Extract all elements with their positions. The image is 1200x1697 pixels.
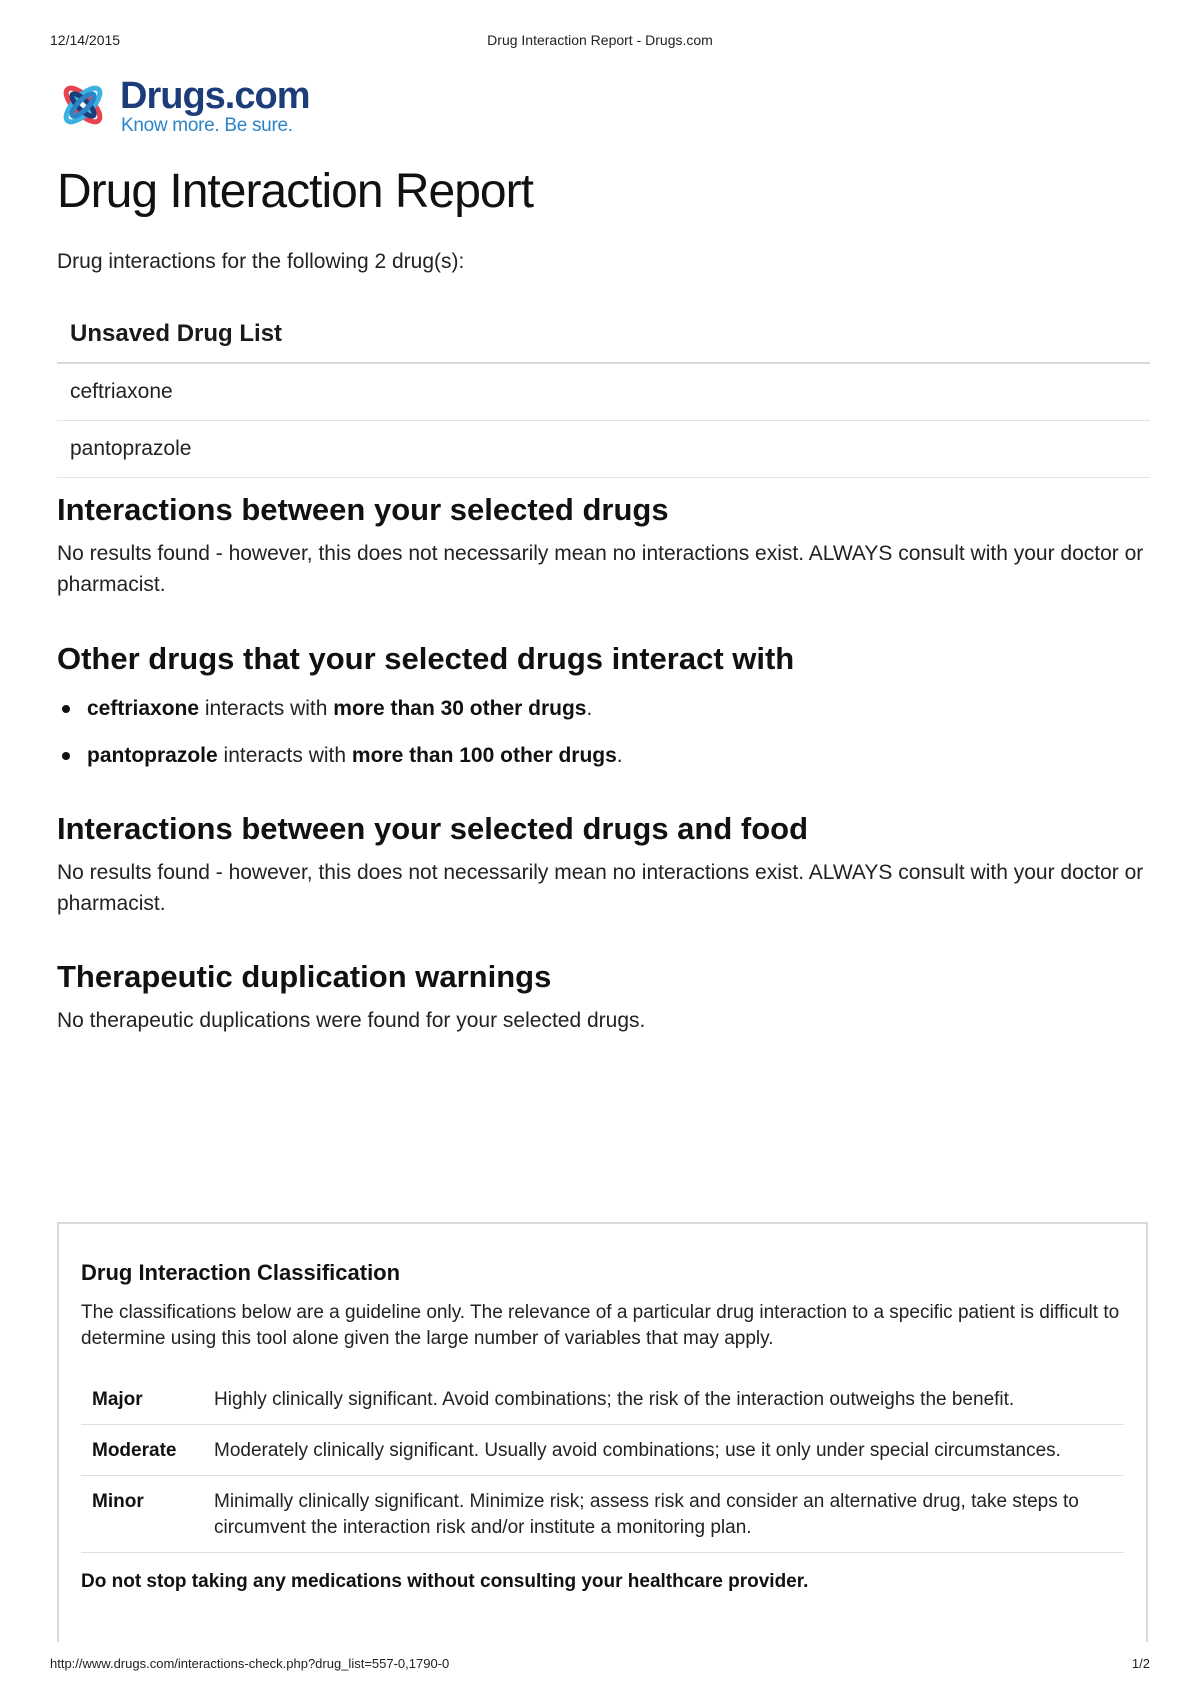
list-item — [57, 740, 1150, 787]
section-food-interactions — [57, 811, 1150, 919]
list-item — [57, 693, 1150, 740]
other-drugs-list — [57, 693, 1150, 787]
print-header — [50, 32, 1150, 52]
section-heading: Therapeutic duplication warnings — [57, 959, 552, 994]
drug-list-item: pantoprazole — [57, 421, 1150, 478]
list-item-text: . — [586, 697, 593, 720]
drug-list-header: Unsaved Drug List — [57, 314, 1150, 363]
print-document-title: Drug Interaction Report - Drugs.com — [487, 32, 713, 48]
table-row[interactable] — [57, 421, 1150, 478]
severity-description: Highly clinically significant. Avoid combinations; the risk of the interaction outweighs the benefit. — [203, 1374, 1124, 1425]
severity-description: Moderately clinically significant. Usually avoid combinations; use it only under special circumstances. — [203, 1425, 1124, 1476]
medication-warning: Do not stop taking any medications without consulting your healthcare provider. — [81, 1571, 809, 1592]
severity-label: Minor — [81, 1476, 203, 1553]
severity-label: Moderate — [81, 1425, 203, 1476]
interaction-count-link[interactable]: more than 30 other drugs — [333, 697, 587, 720]
section-heading: Interactions between your selected drugs and food — [57, 811, 809, 846]
table-row — [81, 1374, 1124, 1425]
table-row — [81, 1425, 1124, 1476]
print-date: 12/14/2015 — [50, 32, 121, 48]
page-number: 1/2 — [1131, 1656, 1150, 1671]
severity-description: Minimally clinically significant. Minimize risk; assess risk and consider an alternative drug, take steps to circumvent the interaction risk and/or institute a monitoring plan. — [203, 1476, 1124, 1553]
section-therapeutic-duplication — [57, 959, 1150, 1036]
classification-note: The classifications below are a guideline only. The relevance of a particular drug interaction to a specific patient is difficult to determine using this tool alone given the large number of variables that may apply. — [81, 1302, 1120, 1349]
severity-label: Major — [81, 1374, 203, 1425]
list-item-text: interacts with — [217, 744, 352, 767]
interaction-count-link[interactable]: more than 100 other drugs — [351, 744, 617, 767]
drug-link[interactable]: ceftriaxone — [87, 697, 200, 720]
classification-box — [57, 1222, 1148, 1642]
page-title: Drug Interaction Report — [57, 165, 533, 218]
logo-brand-name: Drugs.com — [120, 75, 310, 117]
section-heading: Interactions between your selected drugs — [57, 492, 669, 527]
section-text: No results found - however, this does not necessarily mean no interactions exist. ALWAYS consult with your doctor or pharmacist. — [57, 861, 1144, 915]
table-row[interactable] — [57, 363, 1150, 421]
drug-list-table — [57, 314, 1150, 478]
section-text: No results found - however, this does not necessarily mean no interactions exist. ALWAYS consult with your doctor or pharmacist. — [57, 542, 1144, 596]
section-heading: Other drugs that your selected drugs interact with — [57, 641, 795, 676]
table-row — [81, 1476, 1124, 1553]
list-item-text: interacts with — [199, 697, 334, 720]
section-text: No therapeutic duplications were found for your selected drugs. — [57, 1009, 646, 1032]
classification-table — [81, 1374, 1124, 1553]
classification-heading: Drug Interaction Classification — [81, 1260, 401, 1285]
print-url: http://www.drugs.com/interactions-check.php?drug_list=557-0,1790-0 — [50, 1656, 450, 1671]
drug-link[interactable]: pantoprazole — [87, 744, 218, 767]
drugs-com-logo-icon — [57, 79, 109, 131]
list-item-text: . — [616, 744, 623, 767]
section-other-drugs — [57, 641, 1150, 787]
logo-tagline: Know more. Be sure. — [121, 115, 293, 136]
section-drug-interactions — [57, 492, 1150, 600]
drug-list-item: ceftriaxone — [57, 363, 1150, 421]
intro-text: Drug interactions for the following 2 drug(s): — [57, 250, 465, 273]
